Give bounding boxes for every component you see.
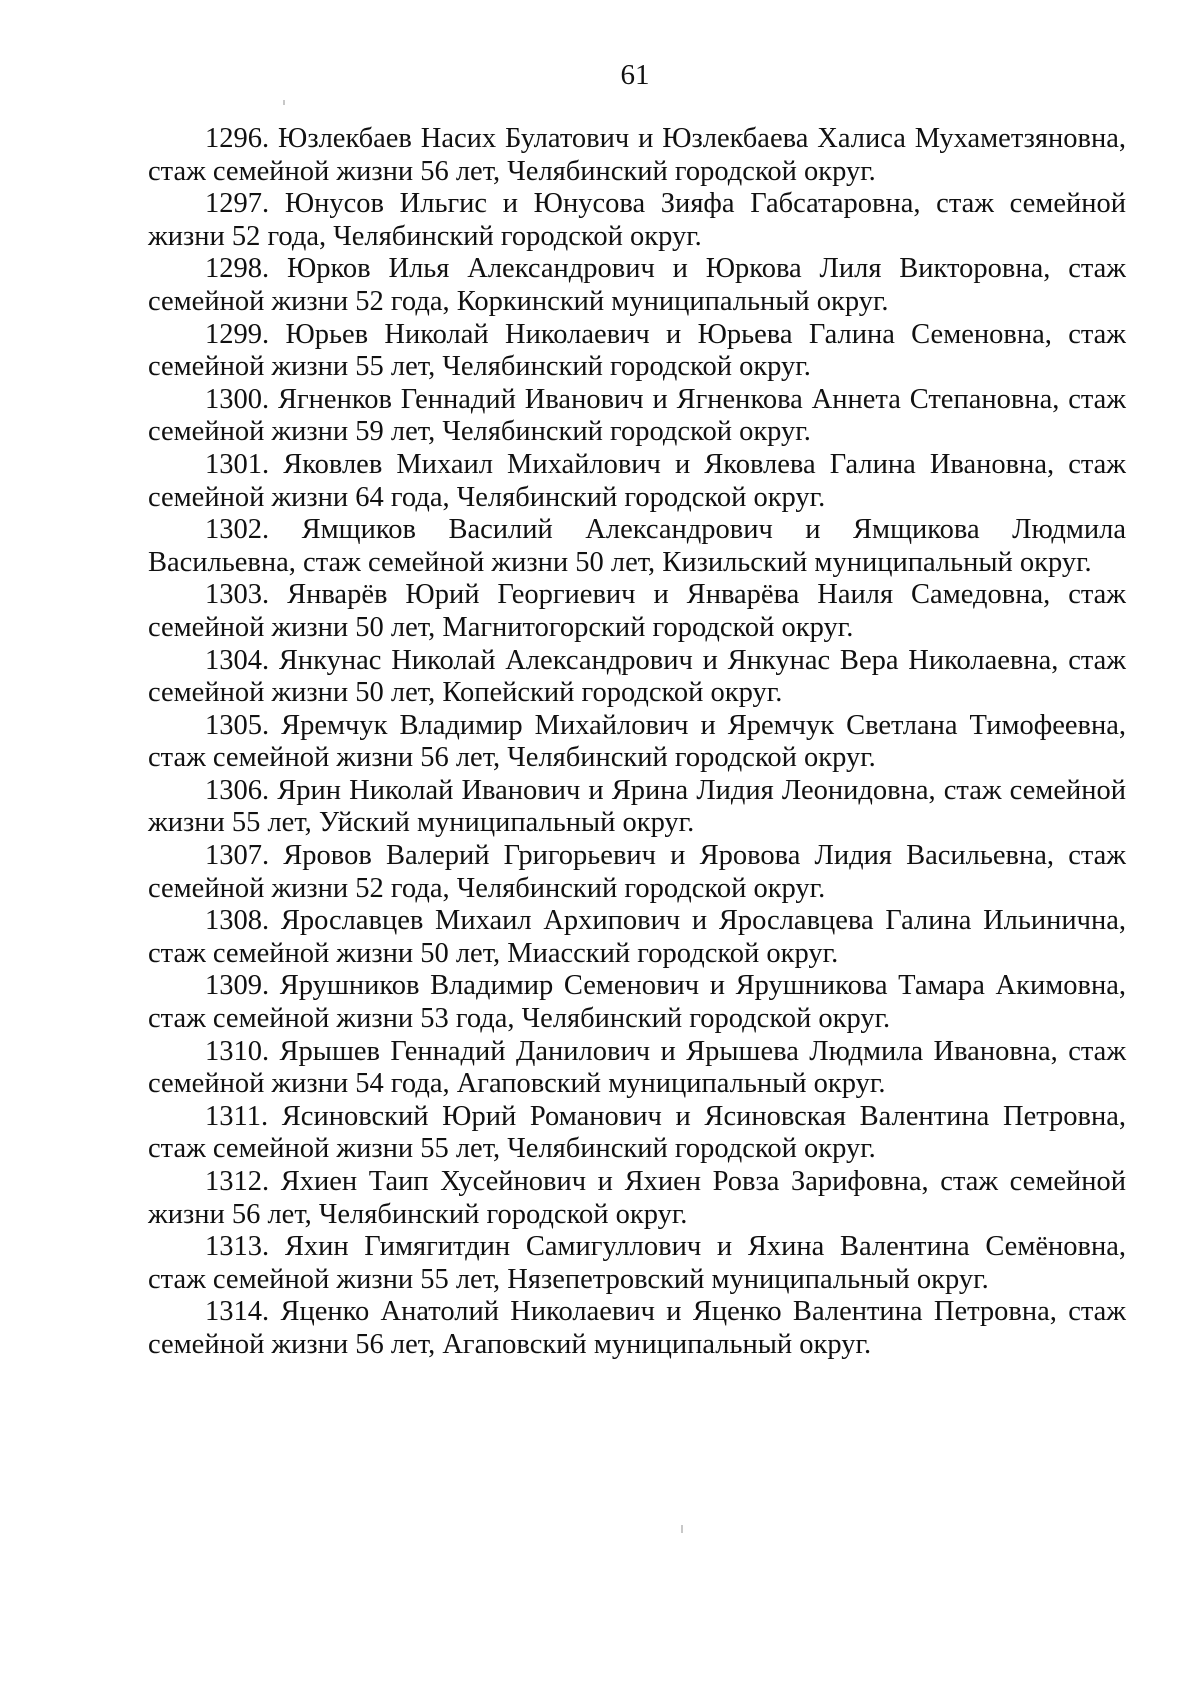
entry-number: 1297. — [205, 188, 270, 220]
entry-number: 1312. — [205, 1166, 270, 1197]
entry-number: 1303. — [205, 579, 270, 611]
entry-number: 1302. — [205, 514, 270, 546]
list-item — [148, 253, 1126, 318]
entry-list — [148, 123, 1126, 1362]
entry-number: 1304. — [205, 644, 270, 676]
entry-number: 1310. — [205, 1035, 270, 1067]
entry-number: 1305. — [205, 709, 270, 741]
entry-text: Ярушников Владимир Семенович и Ярушникова Тамара Акимовна, стаж семейной жизни 53 года, Челябинский городской округ. — [148, 970, 1126, 1035]
list-item — [148, 970, 1126, 1035]
list-item — [148, 775, 1126, 840]
entry-text: Яковлев Михаил Михайлович и Яковлева Галина Ивановна, стаж семейной жизни 64 года, Челябинский городской округ. — [148, 448, 1126, 513]
entry-text: Ярышев Геннадий Данилович и Ярышева Людмила Ивановна, стаж семейной жизни 54 года, Агаповский муниципальный округ. — [148, 1035, 1127, 1100]
scan-speck — [681, 1525, 683, 1533]
entry-text: Яценко Анатолий Николаевич и Яценко Валентина Петровна, стаж семейной жизни 56 лет, Агаповский муниципальный округ. — [148, 1296, 1126, 1360]
list-item — [148, 710, 1126, 775]
entry-text: Ярославцев Михаил Архипович и Ярославцева Галина Ильинична, стаж семейной жизни 50 лет, Миасский городской округ. — [148, 905, 1126, 969]
list-item — [148, 645, 1126, 710]
list-item — [148, 1101, 1126, 1166]
entry-number: 1313. — [205, 1231, 270, 1263]
list-item — [148, 1036, 1126, 1101]
entry-text: Юрьев Николай Николаевич и Юрьева Галина Семеновна, стаж семейной жизни 55 лет, Челябинский городской округ. — [148, 318, 1126, 383]
list-item — [148, 384, 1126, 449]
entry-number: 1306. — [205, 774, 270, 806]
entry-number: 1301. — [205, 448, 270, 480]
list-item — [148, 905, 1126, 970]
entry-number: 1298. — [205, 253, 270, 285]
entry-text: Ямщиков Василий Александрович и Ямщикова Людмила Васильевна, стаж семейной жизни 50 лет, Кизильский муниципальный округ. — [148, 514, 1126, 578]
entry-text: Ясиновский Юрий Романович и Ясиновская Валентина Петровна, стаж семейной жизни 55 лет, Челябинский городской округ. — [148, 1100, 1127, 1165]
entry-number: 1299. — [205, 318, 270, 350]
entry-text: Ягненков Геннадий Иванович и Ягненкова Аннета Степановна, стаж семейной жизни 59 лет, Челябинский городской округ. — [148, 383, 1126, 448]
list-item — [148, 123, 1126, 188]
list-item — [148, 188, 1126, 253]
entry-number: 1309. — [205, 970, 270, 1002]
entry-text: Яхин Гимягитдин Самигуллович и Яхина Валентина Семёновна, стаж семейной жизни 55 лет, Нязепетровский муниципальный округ. — [148, 1231, 1127, 1295]
entry-text: Яремчук Владимир Михайлович и Яремчук Светлана Тимофеевна, стаж семейной жизни 56 лет, Челябинский городской округ. — [148, 709, 1126, 774]
entry-text: Юнусов Ильгис и Юнусова Зияфа Габсатаровна, стаж семейной жизни 52 года, Челябинский городской округ. — [148, 188, 1126, 252]
scan-speck — [283, 100, 285, 105]
list-item — [148, 449, 1126, 514]
list-item — [148, 579, 1126, 644]
list-item — [148, 840, 1126, 905]
entry-text: Яровов Валерий Григорьевич и Яровова Лидия Васильевна, стаж семейной жизни 52 года, Челябинский городской округ. — [148, 840, 1126, 904]
page-number: 61 — [620, 59, 650, 91]
entry-number: 1296. — [205, 123, 270, 154]
list-item — [148, 1231, 1126, 1296]
entry-number: 1307. — [205, 840, 270, 872]
list-item — [148, 514, 1126, 579]
list-item — [148, 1296, 1126, 1361]
entry-text: Янкунас Николай Александрович и Янкунас Вера Николаевна, стаж семейной жизни 50 лет, Копейский городской округ. — [148, 644, 1126, 709]
entry-text: Ярин Николай Иванович и Ярина Лидия Леонидовна, стаж семейной жизни 55 лет, Уйский муниципальный округ. — [148, 774, 1127, 839]
entry-text: Январёв Юрий Георгиевич и Январёва Наиля Самедовна, стаж семейной жизни 50 лет, Магнитогорский городской округ. — [148, 579, 1127, 643]
list-item — [148, 319, 1126, 384]
entry-number: 1300. — [205, 383, 270, 415]
entry-text: Юрков Илья Александрович и Юркова Лиля Викторовна, стаж семейной жизни 52 года, Коркинский муниципальный округ. — [148, 253, 1126, 317]
entry-number: 1308. — [205, 905, 270, 937]
entry-text: Юзлекбаев Насих Булатович и Юзлекбаева Халиса Мухаметзяновна, стаж семейной жизни 56 лет, Челябинский городской округ. — [148, 123, 1126, 187]
list-item — [148, 1166, 1126, 1231]
entry-number: 1314. — [205, 1296, 270, 1328]
entry-number: 1311. — [205, 1100, 269, 1132]
entry-text: Яхиен Таип Хусейнович и Яхиен Ровза Зарифовна, стаж семейной жизни 56 лет, Челябинский городской округ. — [148, 1166, 1127, 1230]
